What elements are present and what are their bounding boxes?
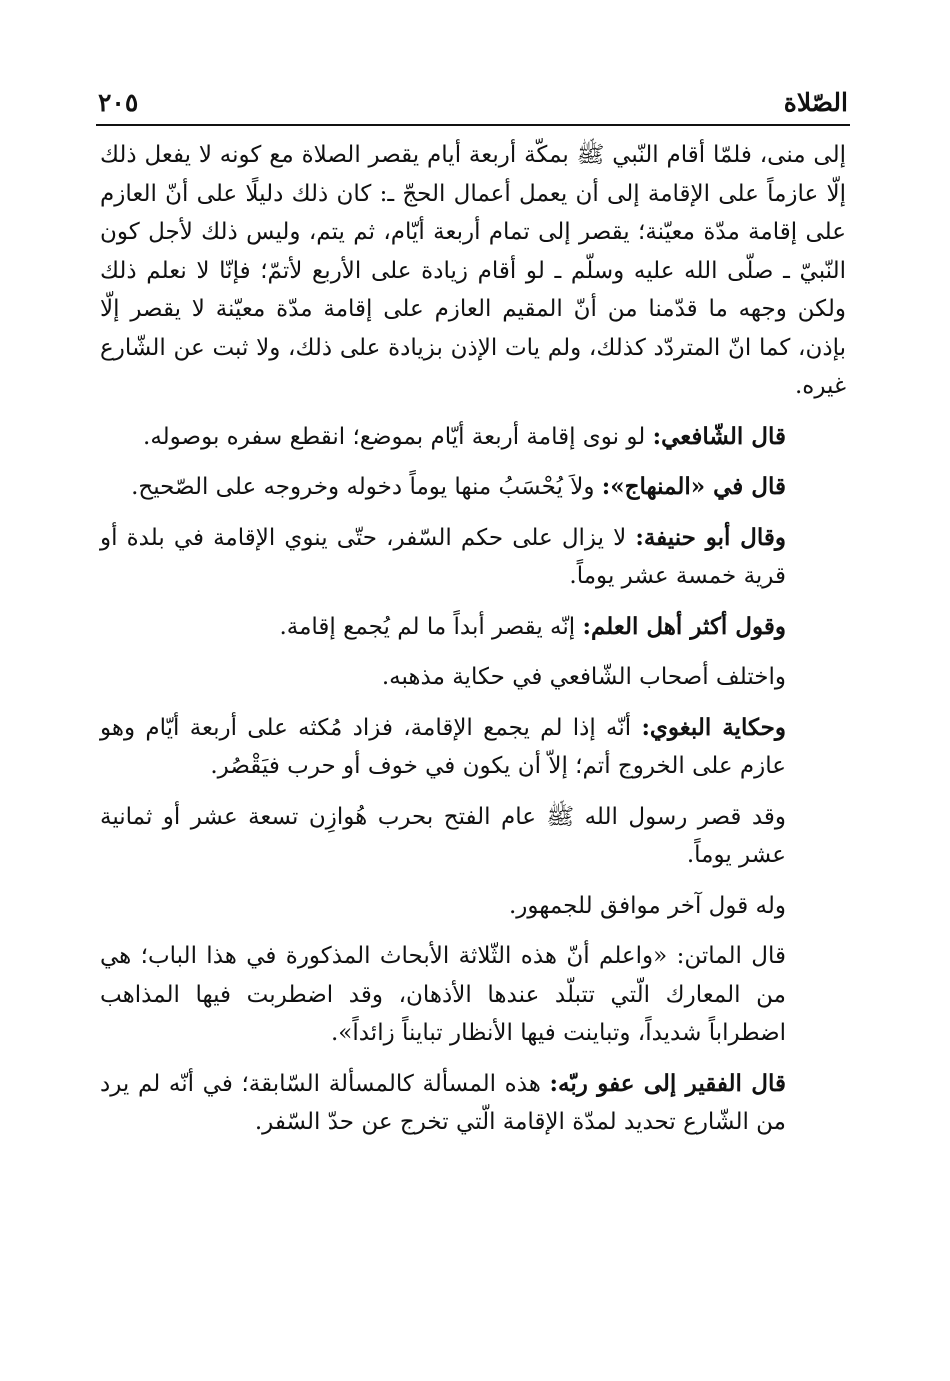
chapter-title: الصّلاة [783,87,848,117]
paragraph-text: وقد قصر رسول الله ﷺ عام الفتح بحرب هُوازِن تسعة عشر أو ثمانية عشر يوماً. [100,803,786,868]
paragraph [100,937,846,1053]
paragraph-text: لا يزال على حكم السّفر، حتّى ينوي الإقامة في بلدة أو قرية خمسة عشر يوماً. [100,524,786,589]
paragraph-text: واختلف أصحاب الشّافعي في حكاية مذهبه. [381,664,786,690]
paragraph-lead: وقول أكثر أهل العلم: [582,612,786,640]
paragraph-text: هذه المسألة كالمسألة السّابقة؛ في أنّه لم يرد من الشّارع تحديد لمدّة الإقامة الّتي تخرج عن حدّ السّفر. [100,1070,786,1135]
paragraph-text: أنّه إذا لم يجمع الإقامة، فزاد مُكثه على أربعة أيّام وهو عازم على الخروج أتم؛ إلاّ أن يكون في خوف أو حرب فيَقْصُر. [100,714,786,779]
paragraph-text: إنّه يقصر أبداً ما لم يُجمع إقامة. [279,613,583,640]
paragraph-text: ولاَ يُحْسَبُ منها يوماً دخوله وخروجه على الصّحيح. [131,474,602,500]
paragraph-text: وله قول آخر موافق للجمهور. [508,892,786,919]
paragraph [100,136,846,406]
header-divider [96,124,850,126]
paragraph-lead: وقال أبو حنيفة: [635,523,786,551]
page-header [98,82,848,122]
paragraph [100,418,846,457]
paragraph [100,887,846,926]
paragraph-text: إلى منى، فلمّا أقام النّبي ﷺ بمكّة أربعة أيام يقصر الصلاة مع كونه لا يفعل ذلك إلّا عازماً على الإقامة إلى أن يعمل أعمال الحجّ ـ: كان ذلك دليلًا على أنّ العازم على إقامة مدّة معيّنة؛ يقصر إلى تمام أربعة أيّام، ثم يتم، وليس ذلك لأجل كون النّبيّ ـ صلّى الله عليه وسلّم ـ لو أقام زيادة على الأربع لأتمّ؛ فإنّا لا نعلم ذلك ولكن وجهه ما قدّمنا من أنّ المقيم العازم على إقامة مدّة معيّنة لا يقصر إلّا بإذن، كما انّ المتردّد كذلك، ولم يات الإذن بزيادة على ذلك، ولا ثبت عن الشّارع غيره. [100,142,846,399]
paragraph [100,658,846,697]
paragraph [100,798,846,875]
paragraph-text: لو نوى إقامة أربعة أيّام بموضع؛ انقطع سفره بوصوله. [143,423,653,450]
paragraph-lead: قال الفقير إلى عفو ربّه: [549,1069,786,1097]
page-number: ٢٠٥ [98,87,139,117]
paragraph [100,1065,846,1142]
paragraph [100,608,846,647]
paragraph-text: قال الماتن: «واعلم أنّ هذه الثّلاثة الأبحاث المذكورة في هذا الباب؛ هي من المعارك الّتي تتبلّد عندها الأذهان، وقد اضطربت فيها المذاهب اضطراباً شديداً، وتباينت فيها الأنظار تبايناً زائداً». [100,943,786,1046]
paragraph [100,709,846,786]
paragraph [100,519,846,596]
paragraph-lead: وحكاية البغوي: [641,713,786,741]
page-body [100,136,846,1154]
paragraph [100,468,846,507]
paragraph-lead: قال في «المنهاج»: [601,473,786,500]
paragraph-lead: قال الشّافعي: [652,422,786,450]
